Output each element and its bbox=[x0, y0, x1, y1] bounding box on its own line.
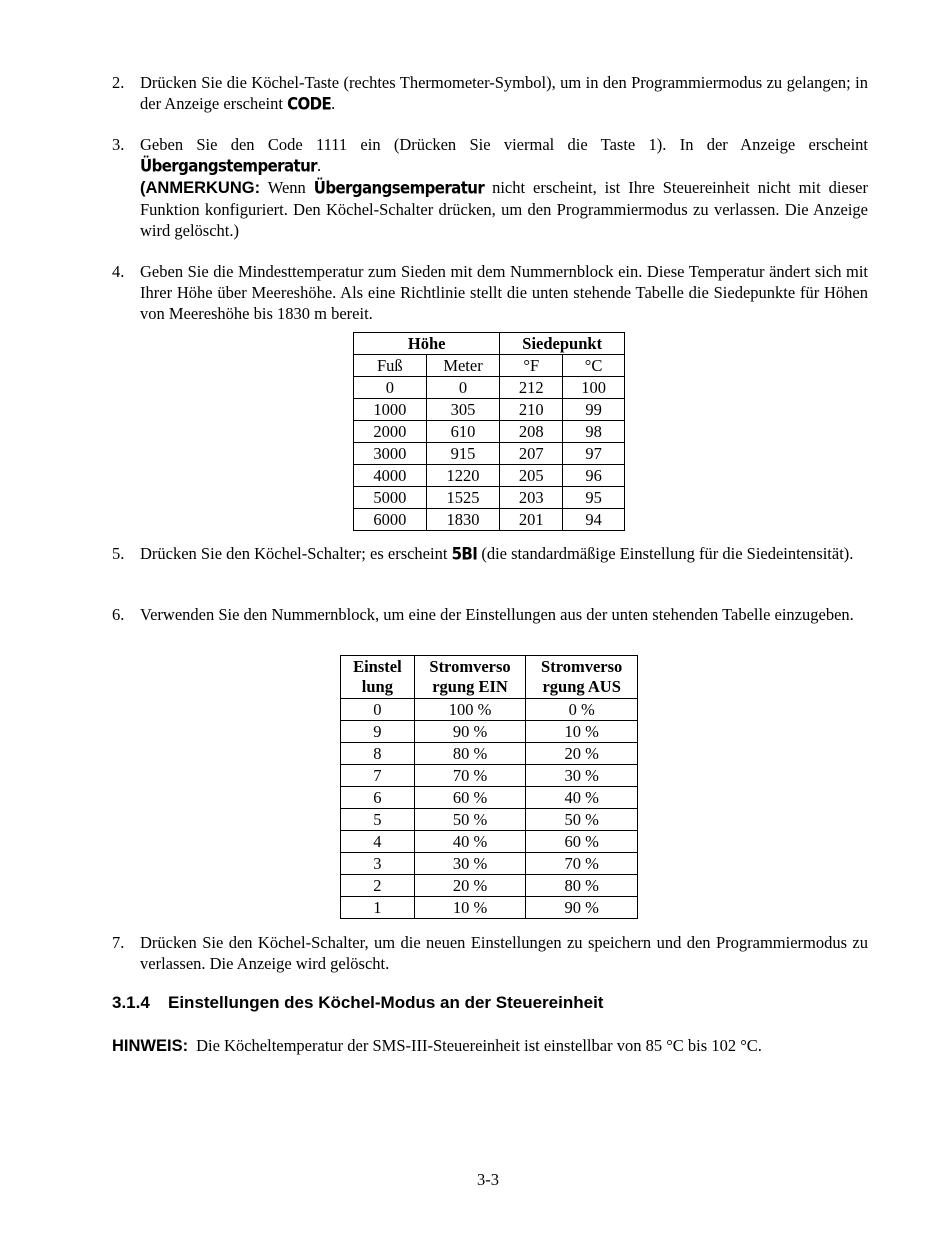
column-header-power-on: Stromverso rgung EIN bbox=[414, 656, 526, 699]
step-number: 7. bbox=[112, 933, 125, 952]
note-label: (ANMERKUNG: bbox=[140, 179, 261, 197]
table-row: 3000 915 207 97 bbox=[354, 443, 625, 465]
table-row: 2 20 % 80 % bbox=[341, 875, 638, 897]
section-number: 3.1.4 bbox=[112, 993, 150, 1012]
section-title: Einstellungen des Köchel-Modus an der Steuereinheit bbox=[168, 993, 604, 1012]
group-header-altitude: Höhe bbox=[354, 333, 500, 355]
table-row: 0 100 % 0 % bbox=[341, 699, 638, 721]
step-number: 4. bbox=[112, 262, 125, 281]
table-row: 4000 1220 205 96 bbox=[354, 465, 625, 487]
column-header: °C bbox=[563, 355, 625, 377]
table-row: 6 60 % 40 % bbox=[341, 787, 638, 809]
step-text: Drücken Sie den Köchel-Schalter, um die neuen Einstellungen zu speichern und den Programmiermodus zu verlassen. Die Anzeige wird gelöscht. bbox=[140, 933, 868, 973]
table-row: 2000 610 208 98 bbox=[354, 421, 625, 443]
step-5 bbox=[112, 543, 868, 565]
hint-paragraph bbox=[112, 1036, 762, 1056]
step-number: 6. bbox=[112, 605, 125, 624]
step-6 bbox=[112, 604, 868, 625]
column-header: Meter bbox=[426, 355, 500, 377]
page-number: 3-3 bbox=[477, 1170, 499, 1189]
column-header: °F bbox=[500, 355, 563, 377]
display-5bi: 5BI bbox=[451, 543, 478, 565]
table-row: 5000 1525 203 95 bbox=[354, 487, 625, 509]
step-text: Drücken Sie die Köchel-Taste (rechtes Thermometer-Symbol), um in den Programmiermodus zu gelangen; in der Anzeige erscheint CODE. bbox=[140, 72, 868, 115]
step-text: Geben Sie die Mindesttemperatur zum Sieden mit dem Nummernblock ein. Diese Temperatur ändert sich mit Ihrer Höhe über Meereshöhe. Als eine Richtlinie stellt die unten stehende Tabelle die Siedepunkte für Höhen von Meereshöhe bis 1830 m bereit. bbox=[140, 262, 868, 323]
display-transition-temp-note: Übergangsemperatur bbox=[313, 177, 485, 199]
step-3 bbox=[112, 134, 868, 241]
step-text: Verwenden Sie den Nummernblock, um eine der Einstellungen aus der unten stehenden Tabelle einzugeben. bbox=[140, 605, 854, 624]
table-row: 7 70 % 30 % bbox=[341, 765, 638, 787]
column-header-setting: Einstel lung bbox=[341, 656, 415, 699]
hint-text: Die Köcheltemperatur der SMS-III-Steuereinheit ist einstellbar von 85 °C bis 102 °C. bbox=[196, 1036, 762, 1055]
power-setting-table bbox=[340, 655, 638, 919]
group-header-boiling-point: Siedepunkt bbox=[500, 333, 625, 355]
table-row: 4 40 % 60 % bbox=[341, 831, 638, 853]
table-row: 1000 305 210 99 bbox=[354, 399, 625, 421]
table-row: 0 0 212 100 bbox=[354, 377, 625, 399]
step-7 bbox=[112, 932, 868, 974]
table-row: 8 80 % 20 % bbox=[341, 743, 638, 765]
step-2 bbox=[112, 72, 868, 115]
column-header-power-off: Stromverso rgung AUS bbox=[526, 656, 638, 699]
table-row: 6000 1830 201 94 bbox=[354, 509, 625, 531]
step-4 bbox=[112, 261, 868, 324]
step-number: 5. bbox=[112, 544, 125, 563]
section-heading bbox=[112, 993, 603, 1013]
boiling-point-table bbox=[353, 332, 625, 531]
step-number: 3. bbox=[112, 135, 125, 154]
table-row: 1 10 % 90 % bbox=[341, 897, 638, 919]
step-text: Drücken Sie den Köchel-Schalter; es erscheint 5BI (die standardmäßige Einstellung für die Siedeintensität). bbox=[140, 543, 868, 565]
display-code: CODE bbox=[287, 93, 332, 115]
column-header: Fuß bbox=[354, 355, 427, 377]
table-row: 5 50 % 50 % bbox=[341, 809, 638, 831]
table-row: 9 90 % 10 % bbox=[341, 721, 638, 743]
step-number: 2. bbox=[112, 73, 125, 92]
table-row: 3 30 % 70 % bbox=[341, 853, 638, 875]
display-transition-temp: Übergangstemperatur bbox=[140, 155, 317, 177]
step-text: Geben Sie den Code 1111 ein (Drücken Sie viermal die Taste 1). In der Anzeige erscheint Übergangstemperatur. (ANMERKUNG: Wenn Übergangsemperatur nicht erscheint, ist Ihre Steuereinheit nicht mit dieser Funktion konfiguriert. Den Köchel-Schalter drücken, um den Programmiermodus zu verlassen. Die Anzeige wird gelöscht.) bbox=[140, 135, 868, 240]
hint-label: HINWEIS: bbox=[112, 1037, 189, 1055]
